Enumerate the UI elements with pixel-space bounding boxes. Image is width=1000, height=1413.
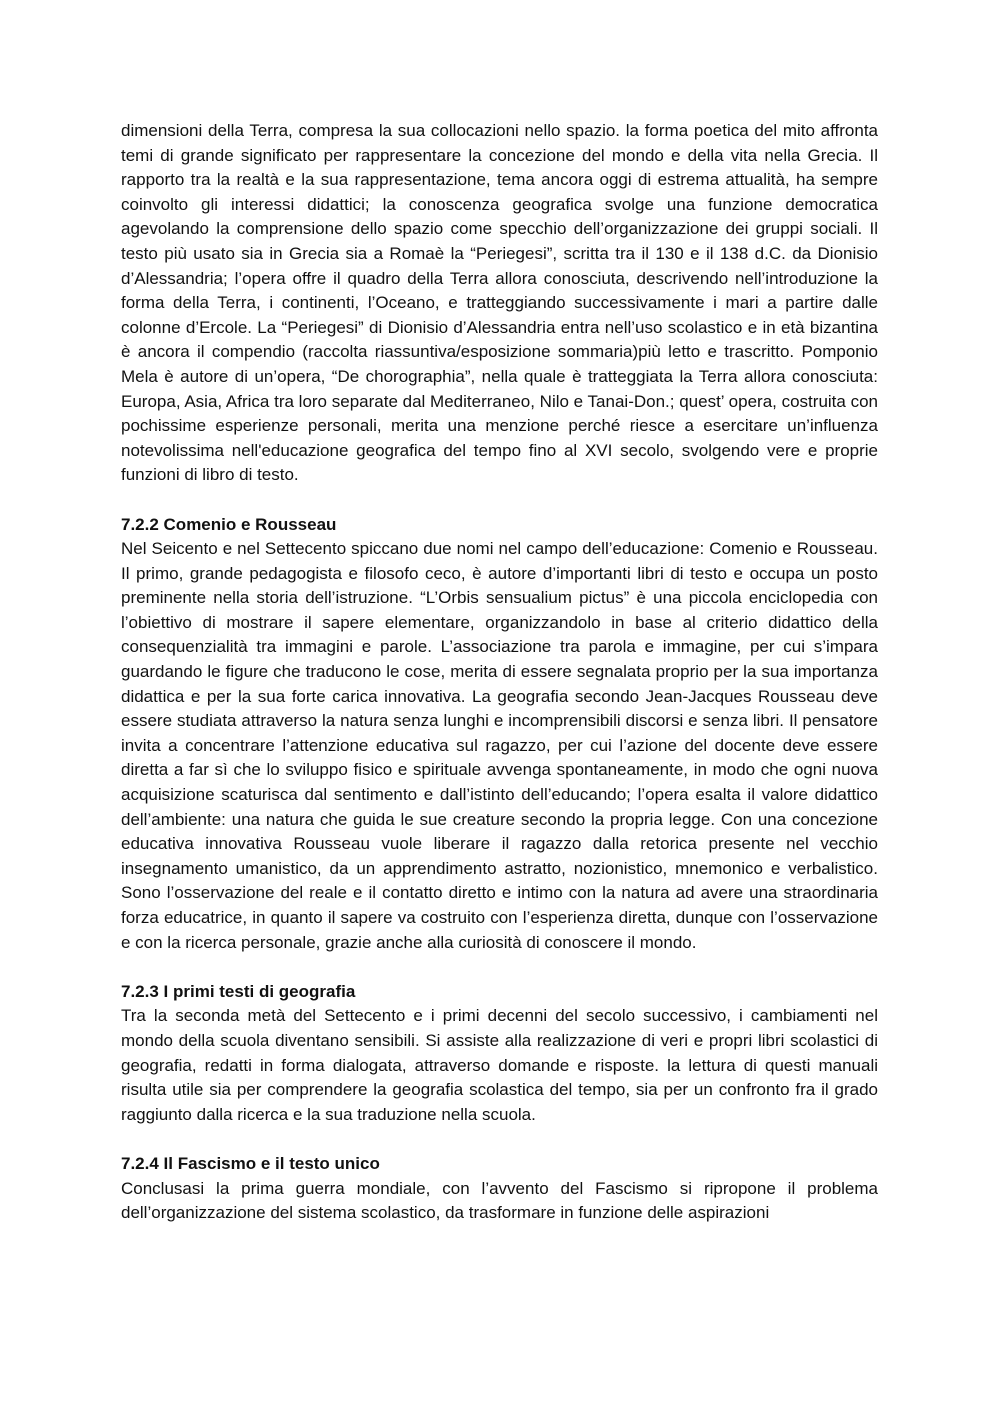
section-heading: 7.2.4 Il Fascismo e il testo unico (121, 1153, 380, 1173)
section-comenio-rousseau (121, 513, 878, 956)
section-heading: 7.2.2 Comenio e Rousseau (121, 514, 337, 534)
intro-paragraph: dimensioni della Terra, compresa la sua collocazioni nello spazio. la forma poetica del mito affronta temi di grande significato per rappresentare la concezione del mondo e della vita nella Grecia. Il rapporto tra la realtà e la sua rappresentazione, tema ancora oggi di estrema attualità, ha sempre coinvolto gli interessi didattici; la conoscenza geografica svolge una funzione democratica agevolando la comprensione dello spazio come specchio dell’organizzazione dei gruppi sociali. Il testo più usato sia in Grecia sia a Romaè la “Periegesi”, scritta tra il 130 e il 138 d.C. da Dionisio d’Alessandria; l’opera offre il quadro della Terra allora conosciuta, descrivendo nell’introduzione la forma della Terra, i continenti, l’Oceano, e tratteggiando successivamente i mari a partire dalle colonne d’Ercole. La “Periegesi” di Dionisio d’Alessandria entra nell’uso scolastico e in età bizantina è ancora il compendio (raccolta riassuntiva/esposizione sommaria)più letto e trascritto. Pomponio Mela è autore di un’opera, “De chorographia”, nella quale è tratteggiata la Terra allora conosciuta: Europa, Asia, Africa tra loro separate dal Mediterraneo, Nilo e Tanai-Don.; quest’ opera, costruita con pochissime esperienze personali, merita una menzione perché riesce a esercitare un’influenza notevolissima nell'educazione geografica del tempo fino al XVI secolo, svolgendo vere e proprie funzioni di libro di testo. (121, 121, 878, 485)
section-primi-testi (121, 980, 878, 1128)
section-fascismo (121, 1152, 878, 1226)
section-body: Tra la seconda metà del Settecento e i primi decenni del secolo successivo, i cambiamenti nel mondo della scuola diventano sensibili. Si assiste alla realizzazione di veri e propri libri scolastici di geografia, redatti in forma dialogata, attraverso domande e risposte. la lettura di questi manuali risulta utile sia per comprendere la geografia scolastica del tempo, sia per un confronto fra il grado raggiunto dalla ricerca e la sua traduzione nella scuola. (121, 1006, 878, 1124)
section-heading: 7.2.3 I primi testi di geografia (121, 981, 356, 1001)
section-body: Conclusasi la prima guerra mondiale, con l’avvento del Fascismo si ripropone il problema dell’organizzazione del sistema scolastico, da trasformare in funzione delle aspirazioni (121, 1178, 878, 1223)
document-page (121, 119, 878, 1226)
section-body: Nel Seicento e nel Settecento spiccano due nomi nel campo dell’educazione: Comenio e Rousseau. Il primo, grande pedagogista e filosofo ceco, è autore d’importanti libri di testo e occupa un posto preminente nella storia dell’istruzione. “L’Orbis sensualium pictus” è una piccola enciclopedia con l’obiettivo di mostrare il sapere elementare, organizzandolo in base al criterio didattico della consequenzialità tra immagini e parole. L’associazione tra parola e immagine, per cui s’impara guardando le figure che traducono le cose, merita di essere segnalata proprio per la sua importanza didattica e per la sua forte carica innovativa. La geografia secondo Jean-Jacques Rousseau deve essere studiata attraverso la natura senza lunghi e incomprensibili discorsi e senza libri. Il pensatore invita a concentrare l’attenzione educativa sul ragazzo, per cui l’azione del docente deve essere diretta a far sì che lo sviluppo fisico e spirituale avvenga spontaneamente, in modo che ogni nuova acquisizione scaturisca dal sentimento e dall’istinto dell’educando; l’opera esalta il valore didattico dell’ambiente: una natura che guida le sue creature secondo la propria legge. Con una concezione educativa innovativa Rousseau vuole liberare il ragazzo dalla retorica presente nel vecchio insegnamento umanistico, da un apprendimento astratto, nozionistico, mnemonico e verbalistico. Sono l’osservazione del reale e il contatto diretto e intimo con la natura ad avere una straordinaria forza educatrice, in quanto il sapere va costruito con l’esperienza diretta, dunque con l’osservazione e con la ricerca personale, grazie anche alla curiosità di conoscere il mondo. (121, 539, 878, 952)
